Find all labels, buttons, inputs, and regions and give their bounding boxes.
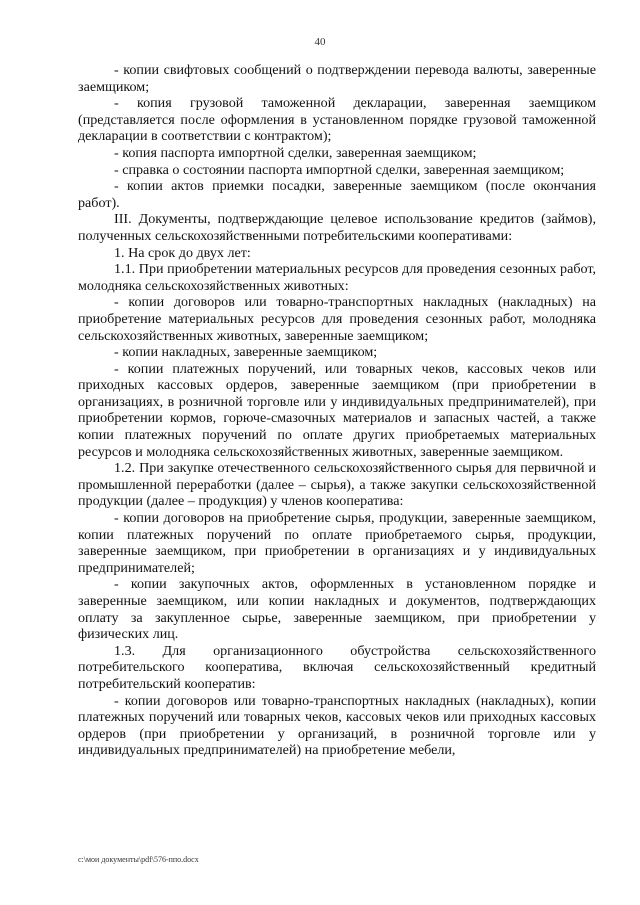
paragraph: - копия грузовой таможенной декларации, заверенная заемщиком (представляется после оформления в установленном порядке грузовой таможенной декларации в соответствии с контрактом); (78, 95, 596, 145)
paragraph: 1.1. При приобретении материальных ресурсов для проведения сезонных работ, молодняка сельскохозяйственных животных: (78, 261, 596, 294)
footer-file-path: c:\мои документы\pdf\576-ппо.docx (78, 855, 199, 864)
paragraph: 1. На срок до двух лет: (114, 244, 251, 261)
paragraph: - копии договоров на приобретение сырья, продукции, заверенные заемщиком, копии платежных поручений по оплате приобретаемого сырья, продукции, заверенные заемщиком, при приобретении в организациях и у индивидуальных предпринимателей; (78, 510, 596, 576)
paragraph: - копии накладных, заверенные заемщиком; (114, 344, 378, 361)
paragraph: - копия паспорта импортной сделки, заверенная заемщиком; (114, 144, 477, 161)
paragraph: 1.2. При закупке отечественного сельскохозяйственного сырья для первичной и промышленной переработки (далее – сырья), а также закупки сельскохозяйственной продукции (далее – продукция) у членов кооператива: (78, 460, 596, 510)
paragraph: - копии актов приемки посадки, заверенные заемщиком (после окончания работ). (78, 178, 596, 211)
paragraph: 1.3. Для организационного обустройства сельскохозяйственного потребительского кооператива, включая сельскохозяйственный кредитный потребительский кооператив: (78, 642, 596, 692)
document-body (78, 62, 596, 759)
paragraph: - копии договоров или товарно-транспортных накладных (накладных) на приобретение материальных ресурсов для проведения сезонных работ, молодняка сельскохозяйственных животных, заверенные заемщиком; (78, 294, 596, 344)
page-number: 40 (314, 36, 326, 48)
paragraph: - копии закупочных актов, оформленных в установленном порядке и заверенные заемщиком, или копии накладных и документов, подтверждающих оплату за закупленное сырье, заверенные заемщиком, при приобретении у физических лиц. (78, 576, 596, 643)
paragraph: - копии платежных поручений, или товарных чеков, кассовых чеков или приходных кассовых ордеров, заверенные заемщиком (при приобретении в организациях, в розничной торговле или у индивидуальных предпринимателей), при приобретении кормов, горюче-смазочных материалов и запасных частей, а также копии платежных поручений по оплате других приобретаемых материальных ресурсов и молодняка сельскохозяйственных животных, заверенные заемщиком. (78, 360, 596, 460)
paragraph: - справка о состоянии паспорта импортной сделки, заверенная заемщиком; (114, 161, 565, 178)
paragraph: - копии договоров или товарно-транспортных накладных (накладных), копии платежных поручений или товарных чеков, кассовых чеков или приходных кассовых ордеров (при приобретении у организаций, в розничной торговле или у индивидуальных предпринимателей) на приобретение мебели, (78, 692, 596, 759)
section-heading: III. Документы, подтверждающие целевое использование кредитов (займов), полученных сельскохозяйственными потребительскими кооперативами: (78, 211, 596, 244)
paragraph: - копии свифтовых сообщений о подтверждении перевода валюты, заверенные заемщиком; (78, 62, 596, 95)
